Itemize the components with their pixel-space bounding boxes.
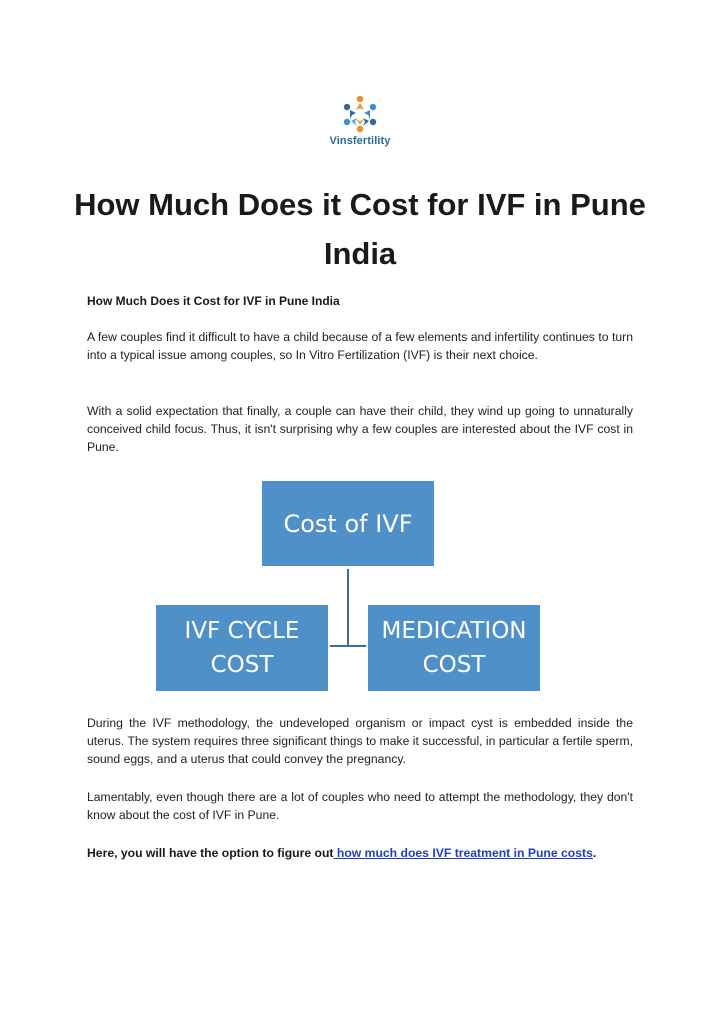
people-circle-logo-icon: [340, 94, 380, 134]
diagram-box-cost-of-ivf: [262, 481, 434, 566]
diagram-box-ivf-cycle-line1: IVF CYCLE: [184, 618, 300, 644]
logo: [318, 94, 402, 152]
logo-brand-name: Vinsfertility: [329, 135, 391, 147]
ivf-cost-diagram: [156, 481, 540, 693]
diagram-box-medication-cost: [368, 605, 540, 691]
closing-prefix: Here, you will have the option to figure out: [87, 846, 334, 860]
diagram-box-medication-line2: COST: [422, 652, 486, 678]
page-title: How Much Does it Cost for IVF in Pune India: [74, 187, 646, 271]
ivf-treatment-cost-link[interactable]: how much does IVF treatment in Pune costs: [333, 846, 593, 860]
diagram-box-ivf-cycle-line2: COST: [210, 652, 274, 678]
section-subheading: How Much Does it Cost for IVF in Pune India: [87, 294, 340, 308]
closing-suffix: .: [592, 846, 597, 860]
diagram-box-ivf-cycle-cost: [156, 605, 328, 691]
diagram-box-medication-line1: MEDICATION: [381, 618, 527, 644]
paragraph-expectation: With a solid expectation that finally, a couple can have their child, they wind up going to unnaturally conceived child focus. Thus, it isn't surprising why a few couples are interested about the IVF cost in Pune.: [87, 404, 633, 454]
paragraph-lamentably: Lamentably, even though there are a lot of couples who need to attempt the methodology, they don't know about the cost of IVF in Pune.: [87, 790, 633, 822]
paragraph-methodology: During the IVF methodology, the undeveloped organism or impact cyst is embedded inside the uterus. The system requires three significant things to make it successful, in particular a fertile sperm, sound eggs, and a uterus that could convey the pregnancy.: [87, 716, 633, 766]
paragraph-intro: A few couples find it difficult to have a child because of a few elements and infertility continues to turn into a typical issue among couples, so In Vitro Fertilization (IVF) is their next choice.: [87, 330, 633, 362]
diagram-box-cost-of-ivf-label: Cost of IVF: [283, 509, 413, 538]
paragraph-closing: [87, 844, 633, 862]
